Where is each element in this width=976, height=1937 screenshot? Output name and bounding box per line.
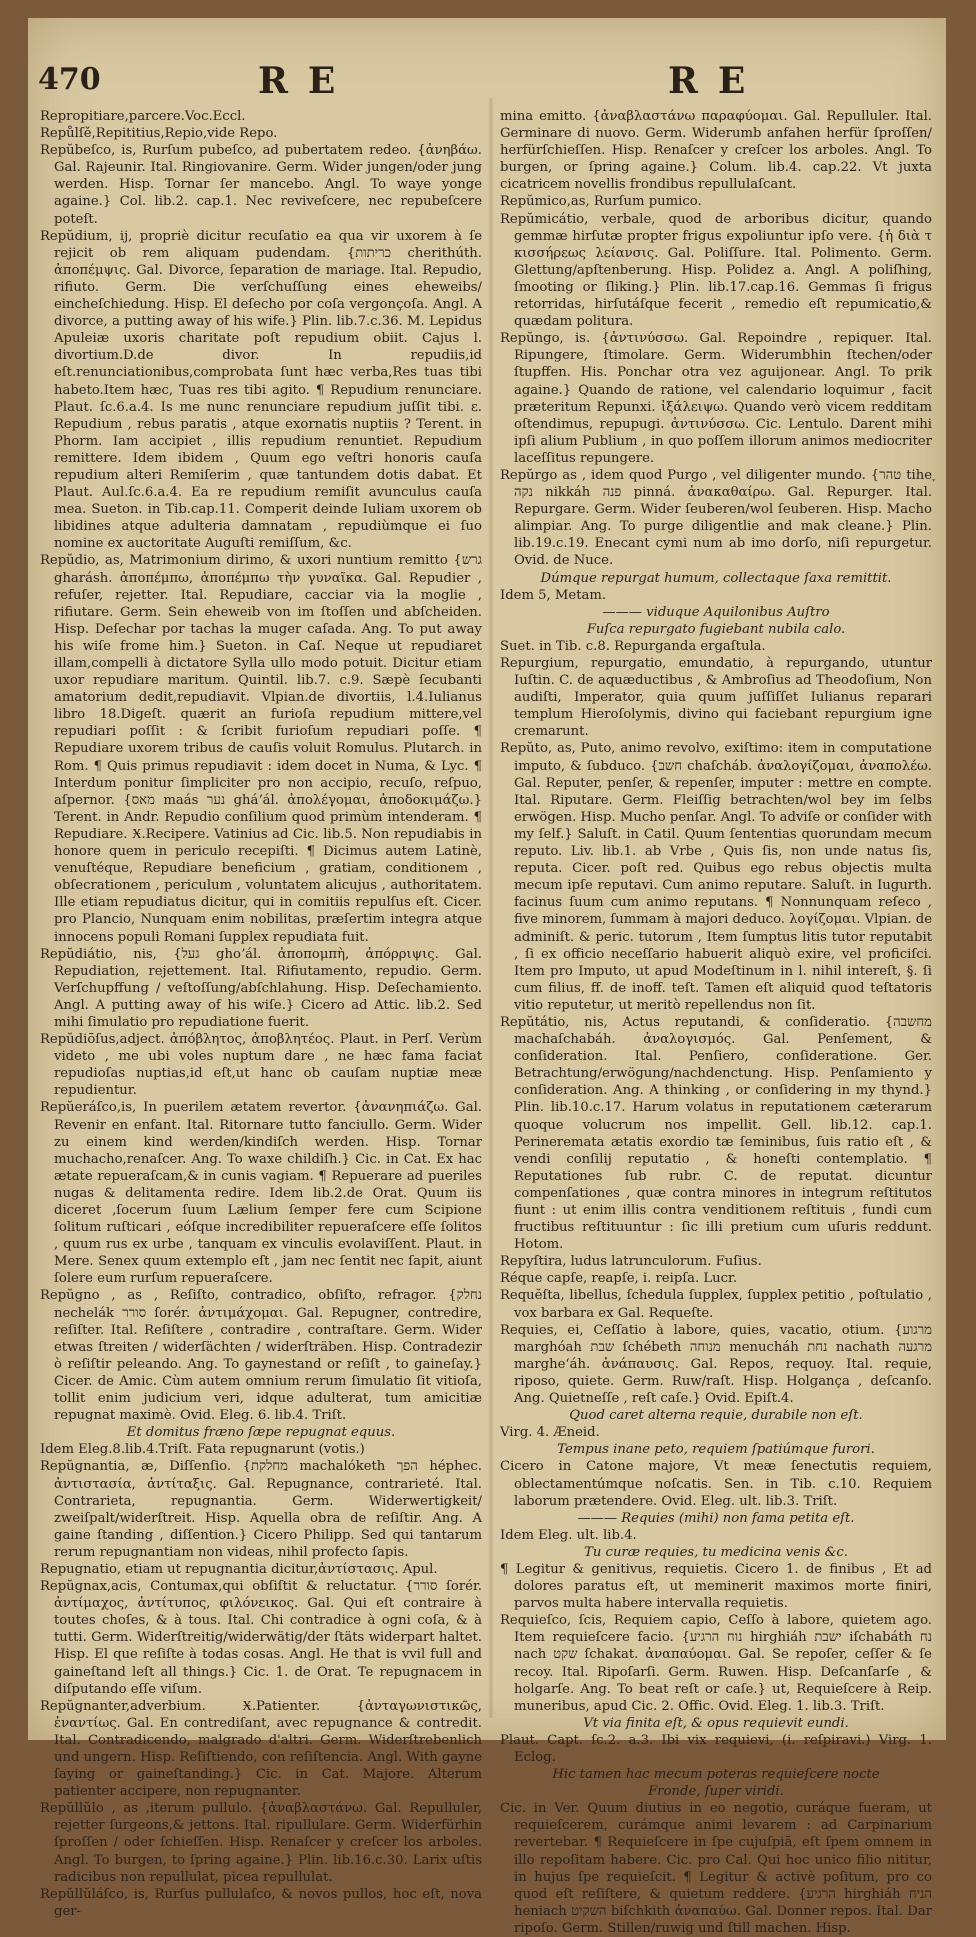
dictionary-entry: Repŭgnax,acis, Contumax,qui obſiſtit & reluctatur. {סורר ſorér. ἀντίμαχος, ἀντίτυπος, φιλόνεικος. Gal. Qui eſt contraire à toutes choſes, & à tous. Ital. Chi contradice à ogni coſa, & à tutti. Germ. Widerſtreitig/widerwätig/der ſtäts widerpart haltet. Hisp. El que reſiſte à todas cosas. Angl. He that is vvil full and gaineſtand leſt all things.} Cic. 1. de Orat. Te repugnacem in diſputando eſſe viſum. <box>40 1579 482 1697</box>
dictionary-entry: ——— Requies (mihi) non fama petita eſt. <box>577 1510 855 1526</box>
dictionary-entry: Repŭrgo as , idem quod Purgo , vel diligenter mundo. {טהר tiheׇ נקה nikkáh פנה pinná. ἀνακαθαίρω. Gal. Repurger. Ital. Repurgare. Germ. Wider ſeuberen/wol ſeuberen. Hisp. Macho alimpiar. Ang. To purge diligentlie and mak cleane.} Plin. lib.19.c.19. Enecant cymi num ab imo dorſo, niſi repurgetur. Ovid. de Nuce. <box>500 467 933 569</box>
dictionary-entry: Repŭdium, ij, propriè dicitur recuſatio ea qua vir uxorem à ſe rejicit ob rem aliquam pudendam. {כריתות cherithúth. ἀποπέμψις. Gal. Divorce, ſeparation de mariage. Ital. Repudio, rifiuto. Germ. Die verſchuſſung eines eheweibs/ eincheſchiedung. Hisp. El deſecho por coſa vergonçoſa. Angl. A divorce, a putting away of his wife.} Plin. lib.7.c.36. M. Lepidus Apuleiæ uxoris charitate poſt repudium obiit. Cajus l. divortium.D.de divor. In repudiis,id eſt.renunciationibus,comprobata ſunt hæc verba,Res tuas tibi habeto.Item hæc, Tuas res tibi agito. ¶ Repudium renunciare. Plaut. ſc.6.a.4. Is me nunc renunciare repudium juſſit tibi. ε. Repudium , rebus paratis , atque exornatis nuptiis ? Terent. in Phorm. Iam accipiet , illis repudium renuntiet. Repudium remittere. Idem ibidem , Quum ego veſtri honoris cauſa repudium alteri Remiſerim , quæ tantundem dotis dabat. Et Plaut. Aul.ſc.6.a.4. Ea re repudium remiſit avunculus cauſa mea. Sueton. in Tib.cap.11. Comperit deinde Iuliam uxorem ob libidines atque adulteria damnatam , repudiùmque ei ſuo nomine ex auctoritate Auguſti remiſſum, &c. <box>40 228 482 552</box>
dictionary-entry: Cic. in Ver. Quum diutius in eo negotio, curáque fueram, ut requieſcerem, curámque animi levarem : ad Carpinarium revertebar. ¶ Requieſcere in ſpe cujuſpiā, eſt ſpem omnem in illo repoſitam habere. Cic. pro Cal. Qui hoc unico filio nititur, in hujus ſpe requieſcit. ¶ Legitur & activè poſitum, pro co quod eſt reſiſtere, & quietum reddere. {הרגיע hirghiáh הניח heniach השקיט biſchkith ἀναπαύω. Gal. Donner repos. Ital. Dar ripoſo. Germ. Stillen/ruwig und ſtill machen. Hisp. <box>500 1801 932 1936</box>
dictionary-entry: Fronde, ſuper viridi. <box>648 1784 784 1800</box>
dictionary-entry: Virg. 4. Æneid. <box>500 1425 600 1441</box>
dictionary-entry: Idem Eleg.8.lib.4.Triſt. Fata repugnarunt (votis.) <box>40 1442 365 1458</box>
dictionary-entry: ——— viduque Aquilonibus Auſtro <box>602 604 830 620</box>
dictionary-entry: Cicero in Catone majore, Vt meæ ſenectutis requiem, oblectamentúmque noſcatis. Sen. in Tib. c.10. Requiem laborum prætendere. Ovid. Eleg. ult. lib.3. Triſt. <box>500 1459 932 1509</box>
book-page <box>28 18 946 1936</box>
dictionary-entry: Suet. in Tib. c.8. Repurganda ergaſtula. <box>500 638 766 654</box>
left-column <box>40 108 483 1919</box>
dictionary-entry: Fuſca repurgato fugiebant nubila calo. <box>586 621 846 637</box>
running-head-left: RE <box>258 60 356 102</box>
dictionary-entry: Repurgium, repurgatio, emundatio, à repurgando, utuntur Iuſtin. C. de aquæductibus , & Ambroſius ad Theodoſium, Non audiſti, Imperator, quia quum juſſiſſet Iulianus reparari templum Hieroſolymis, divino qui faciebant repurgium igne cremarunt. <box>500 656 932 740</box>
dictionary-entry: Repŭgnantia, æ, Diſſenſio. {מחלקת machalóketh הפך héphec. ἀντιστασία, ἀντίταξις. Gal. Repugnance, contrarieté. Ital. Contrarieta, repugnantia. Germ. Widerwertigkeit/ zweiſpalt/widerſtreit. Hisp. Aquella obra de reſiſtir. Ang. A gaine ſtanding , diſſention.} Cicero Philipp. Sed qui tantarum rerum repugnantiam non videas, nihil profecto ſapis. <box>40 1459 482 1560</box>
dictionary-entry: Repŭdiōſus,adject. ἀπόβλητος, ἀποβλητέος. Plaut. in Perſ. Verùm videto , me ubi voles nuptum dare , ne hæc fama faciat repudioſas nuptias,id eſt,ut hanc ob cauſam nuptiæ meæ repudientur. <box>40 1032 482 1099</box>
dictionary-entry: Repŭmicátio, verbale, quod de arboribus dicitur, quando gemmæ hirſutæ propter frigus expoliuntur ipſo vere. {ἡ διὰ τ κισσήρεως λείανσις. Gal. Poliſſure. Ital. Polimento. Germ. Glettung/apſtenberung. Hisp. Polidez a. Angl. A poliſhing, ſmooting or ſliking.} Plin. lib.17.cap.16. Gemmas ſi frigus retorridas, hirſutáſque fecerit , remedio eſt repumicatio,& quædam politura. <box>500 211 932 330</box>
dictionary-entry: ¶ Legitur & genitivus, requietis. Cicero 1. de finibus , Et ad dolores paratus eſt, ut meminerit maximos morte finiri, parvos multa habere intervalla requietis. <box>500 1561 932 1612</box>
dictionary-entry: Dúmque repurgat humum, collectaque ſaxa remittit. <box>540 570 892 586</box>
dictionary-entry: Repŭngo, is. {ἀντινύσσω. Gal. Repoindre , repiquer. Ital. Ripungere, ſtimolare. Germ. Widerumbhin ſtechen/oder ſtupffen. His. Ponchar otra vez aguijonear. Angl. To prik againe.} Quando de ratione, vel calendario loquimur , facit præteritum Repunxi. ἰξάλειψω. Quando verò vicem redditam oſtendimus, repupugi. ἀντινύσσω. Cic. Lentulo. Darent mihi ipſi alium Publium , in quo poſſem illorum animos mediocriter laceſſitus repungere. <box>500 331 932 466</box>
dictionary-entry: Plaut. Capt. ſc.2. a.3. Ibi vix requievi, (i. reſpiravi.) Virg. 1. Eclog. <box>500 1732 932 1765</box>
right-column <box>500 108 933 1936</box>
running-head-right: RE <box>668 60 766 102</box>
dictionary-entry: Repugnatio, etiam ut repugnantia dicitur,ἀντίστασις. Apul. <box>40 1561 438 1577</box>
dictionary-entry: Repŭdio, as, Matrimonium dirimo, & uxori nuntium remitto {גרש gharásh. ἀποπέμπω, ἀποπέμπω τὴν γυναῖκα. Gal. Repudier , refuſer, rejetter. Ital. Repudiare, cacciar via la moglie , rifiutare. Germ. Sein eheweib von im ſtoſſen und abſcheiden. Hisp. Deſechar por tachas la muger caſada. Ang. To put away his wiſe frome him.} Sueton. in Caſ. Neque ut repudiaret illam,compelli à dictatore Sylla ullo modo potuit. Dicitur etiam uxor repudiare maritum. Quintil. lib.7. c.9. Sæpè ſecubanti amatorium dedit,repudiavit. Vlpian.de divortiis, l.4.Iulianus libro 18.Digeſt. quærit an furioſa repudium mittere,vel repudiari poſſit : & ſcribit furioſum repudiari poſſe. ¶ Repudiare uxorem tribus de cauſis voluit Romulus. Plutarch. in Rom. ¶ Quis primus repudiavit : idem docet in Numa, & Lyc. ¶ Interdum ponitur ſimpliciter pro non accipio, recuſo, reſpuo, aſpernor. {מאס maás נער gháʼál. ἀπολέγομαι, ἀποδοκιμάζω.} Terent. in Andr. Repudio conſilium quod primùm intenderam. ¶ Repudiare. Ӿ.Recipere. Vatinius ad Cic. lib.5. Non repudiabis in honore quem in periculo recepiſti. ¶ Dicimus autem Latinè, venuſtéque, Repudiare beneficium , gratiam, conditionem , obſecrationem , periculum , voluntatem alicujus , authoritatem. Ille etiam repudiatus dicitur, qui in comitiis repulſus eſt. Cicer. pro Plancio, Nunquam enim nobilitas, præſertim integra atque innocens populi Romani ſupplex repudiata fuit. <box>40 553 482 945</box>
dictionary-entry: Repyſtira, ludus latrunculorum. Fuſius. <box>500 1254 762 1270</box>
column-gutter <box>488 98 494 1718</box>
dictionary-entry: Repropitiare,parcere.Voc.Eccl. <box>40 109 246 124</box>
dictionary-entry: Repŭgnanter,adverbium. Ӿ.Patienter. {ἀνταγωνιστικῶς, ἐναντίως. Gal. En contrediſant, avec repugnance & contredit. Ital. Contradicendo, malgrado d'altri. Germ. Widerſtrebenlich und ungern. Hisp. Reſiſtiendo, con reſiſtencia. Angl. With gayne ſaying or gaineſtanding.} Cic. in Cat. Majore. Alterum patienter accipere, non repugnanter. <box>40 1698 482 1800</box>
dictionary-entry: Repŭmico,as, Rurſum pumico. <box>500 194 702 210</box>
dictionary-entry: Idem Eleg. ult. lib.4. <box>500 1527 637 1543</box>
dictionary-entry: Réque capſe, reapſe, i. reipſa. Lucr. <box>500 1271 738 1287</box>
dictionary-entry: Idem 5, Metam. <box>500 587 607 603</box>
dictionary-entry: Vt via finita eſt, & opus requievit eundi. <box>583 1715 849 1731</box>
dictionary-entry: Quod caret alterna requie, durabile non eſt. <box>569 1408 863 1424</box>
dictionary-entry: Requieſco, ſcis, Requiem capio, Ceſſo à labore, quietem ago. Item requieſcere facio. {נוח הרגיע hirghiáh ישבת iſchabáth נח nach שקט ſchakat. ἀναπαύομαι. Gal. Se repoſer, ceſſer & ſe recoy. Ital. Ripoſarſi. Germ. Ruwen. Hisp. Deſcanſarſe , & holgarſe. Ang. To beat reſt or caſe.} ut, Requieſcere à Reip. muneribus, apud Cic. 2. Offic. Ovid. Eleg. 1. lib.3. Triſt. <box>500 1613 932 1714</box>
dictionary-entry: Repŭeráſco,is, In puerilem ætatem revertor. {ἀνανηπιάζω. Gal. Revenir en enfant. Ital. Ritornare tutto fanciullo. Germ. Wider zu einem kind werden/kindiſch werden. Hisp. Tornar muchacho,renaſcer. Ang. To waxe childiſh.} Cic. in Cat. Ex hac ætate repueraſcam,& in cunis vagiam. ¶ Repuerare ad pueriles nugas & delitamenta redire. Idem lib.2.de Orat. Quum iis diceret ,ſocerum ſuum Lælium ſemper fere cum Scipione ſolitum ruſticari , eóſque incredibiliter repueraſcere eſſe ſolitos , quum rus ex urbe , tanquam ex vinculis evolaviſſent. Plaut. in Mere. Senex quum extemplo eſt , jam nec ſentit nec ſapit, aiunt ſolere eum rurſum repueraſcere. <box>40 1100 482 1287</box>
dictionary-entry: Requĕſta, libellus, ſchedula ſupplex, ſupplex petitio , poſtulatio , vox barbara ex Gal. Requeſte. <box>500 1288 932 1321</box>
dictionary-entry: Tempus inane peto, requiem ſpatiúmque furori. <box>557 1442 875 1458</box>
page-number: 470 <box>38 62 101 97</box>
dictionary-entry: Repŭdiátio, nis, {געל ghoʼál. ἀποπομπὴ, ἀπόρριψις. Gal. Repudiation, rejettement. Ital. Rifiutamento, repudio. Germ. Verſchupffung / veſtoſſung/abſchlahung. Hisp. Deſechamiento. Angl. A putting away of his wiſe.} Cicero ad Attic. lib.2. Sed mihi ſimulatio pro repudiatione fuerit. <box>40 946 482 1030</box>
dictionary-entry: Tu curæ requies, tu medicina venis &c. <box>584 1544 848 1560</box>
dictionary-entry: Repŭtátio, nis, Actus reputandi, & conſideratio. {מחשבה machaſchabáh. ἀναλογισμός. Gal. Penſement, & conſideration. Ital. Penſiero, conſideratione. Ger. Betrachtung/erwögung/nachdenctung. Hisp. Penſamiento y conſideration. Ang. A thinking , or conſidering in my thynd.} Plin. lib.10.c.17. Harum volatus in reputationem cæterarum quoque volucrum nos impellit. Gell. lib.12. cap.1. Perineremata ætatis exordio tæ ſeminibus, ſuis ratio eſt , & vendi conſilij reputatio , & honeſti contemplatio. ¶ Reputationes ſub rubr. C. de reputat. dicuntur compenſationes , quæ contra minores in integrum reſtitutos fiunt : ut enim illis contra venditionem reſtituis , fundi cum fructibus reſtituuntur : ſic illi pretium cum uſuris reddunt. Hotom. <box>500 1014 932 1253</box>
dictionary-entry: Repŭgno , as , Reſiſto, contradico, obſiſto, refragor. {נחלק nechelák סורר ſorér. ἀντιμάχομαι. Gal. Repugner, contredire, reſiſter. Ital. Reſiſtere , contradire , contraſtare. Germ. Wider etwas ſtreiten / widerſächten / widerſträben. Hisp. Contradezir ò reſiſtir peleando. Ang. To gaynestand or reſiſt , to gaineſay.} Cicer. de Amic. Cùm autem omnium rerum ſimulatio ſit vitioſa, tollit enim judicium veri, idque adulterat, tum amicitiæ repugnat maximè. Ovid. Eleg. 6. lib.4. Triſt. <box>40 1288 483 1424</box>
dictionary-entry: Repŭllŭlo , as ,iterum pullulo. {ἀναβλαστάνω. Gal. Repulluler, rejetter ſurgeons,& jettons. Ital. ripullulare. Germ. Widerfürhin ſproſſen / oder ſchieſſen. Hisp. Renaſcer y creſcer los arboles. Angl. To burgen, to ſpring againe.} Plin. lib.16.c.30. Larix uſtis radicibus non repullulat, picea repullulat. <box>40 1801 482 1885</box>
dictionary-entry: Et domitus fræno ſæpe repugnat equus. <box>126 1425 396 1441</box>
dictionary-entry: Repŭllŭláſco, is, Rurſus pullulaſco, & novos pullos, hoc eſt, nova ger- <box>40 1886 482 1919</box>
dictionary-entry: Requies, ei, Ceſſatio à labore, quies, vacatio, otium. {מרגוע marghóah שבת ſchébeth מנוחה menucháh נחת nachath מרגעה margheʻáh. ἀνάπαυσις. Gal. Repos, requoy. Ital. requie, riposo, quiete. Germ. Ruw/raſt. Hisp. Holgança , deſcanſo. Ang. Quietneſſe , reſt caſe.} Ovid. Epiſt.4. <box>500 1322 933 1407</box>
dictionary-entry: Repŭbeſco, is, Rurſum pubeſco, ad pubertatem redeo. {ἀνηβάω. Gal. Rajeunir. Ital. Ringiovanire. Germ. Wider jungen/oder jung werden. Hisp. Tornar ſer mancebo. Angl. To waye yonge againe.} Col. lib.2. cap.1. Nec reviveſcere, nec repubeſcere poteſt. <box>40 143 482 227</box>
dictionary-entry: Repŭto, as, Puto, animo revolvo, exiſtimo: item in computatione imputo, & ſubduco. {חשב chaſcháb. ἀναλογίζομαι, ἀναπολέω. Gal. Reputer, penſer, & repenſer, imputer : mettre en compte. Ital. Riputare. Germ. Fleiſſig betrachten/wol bey im ſelbs erwögen. Hisp. Mucho penſar. Angl. To adviſe or conſider with my ſelf.} Saluſt. in Catil. Quum ſententias quorundam mecum reputo. Liv. lib.1. ab Vrbe , Quis ſis, non unde natus ſis, reputa. Cicer. poſt red. Quibus ego rebus objectis multa mecum ipſe reputavi. Cum animo reputare. Saluſt. in Iugurth. facinus ſuum cum animo reputans. ¶ Nonnunquam reſeco , five minorem, ſummam à majori deduco. λογίζομαι. Vlpian. de adminiſt. & peric. tutorum , Item ſumptus litis tutor reputabit , ſi ex officio neceſſario habuerit aliquò exire, vel proficiſci. Item pro Imputo, ut apud Modeſtinum in l. nihil intereſt, §. ſi cum filius, ff. de inoff. teſt. Tamen eſt aliquid quod teſtatoris vitio reputetur, ut meritò repellendus non ſit. <box>500 741 933 1013</box>
dictionary-entry: Repůlſě,Repititius,Repio,vide Repo. <box>40 126 278 142</box>
dictionary-entry: mina emitto. {ἀναβλαστάνω παραφύομαι. Gal. Repulluler. Ital. Germinare di nuovo. Germ. Widerumb anfahen herfür ſproſſen/ herfürſchieſſen. Hisp. Renaſcer y creſcer los arboles. Angl. To burgen, or ſpring againe.} Colum. lib.4. cap.22. Vt juxta cicatricem novellis frondibus repullulaſcant. <box>500 109 932 193</box>
dictionary-entry: Hic tamen hac mecum poteras requieſcere nocte <box>552 1767 880 1783</box>
